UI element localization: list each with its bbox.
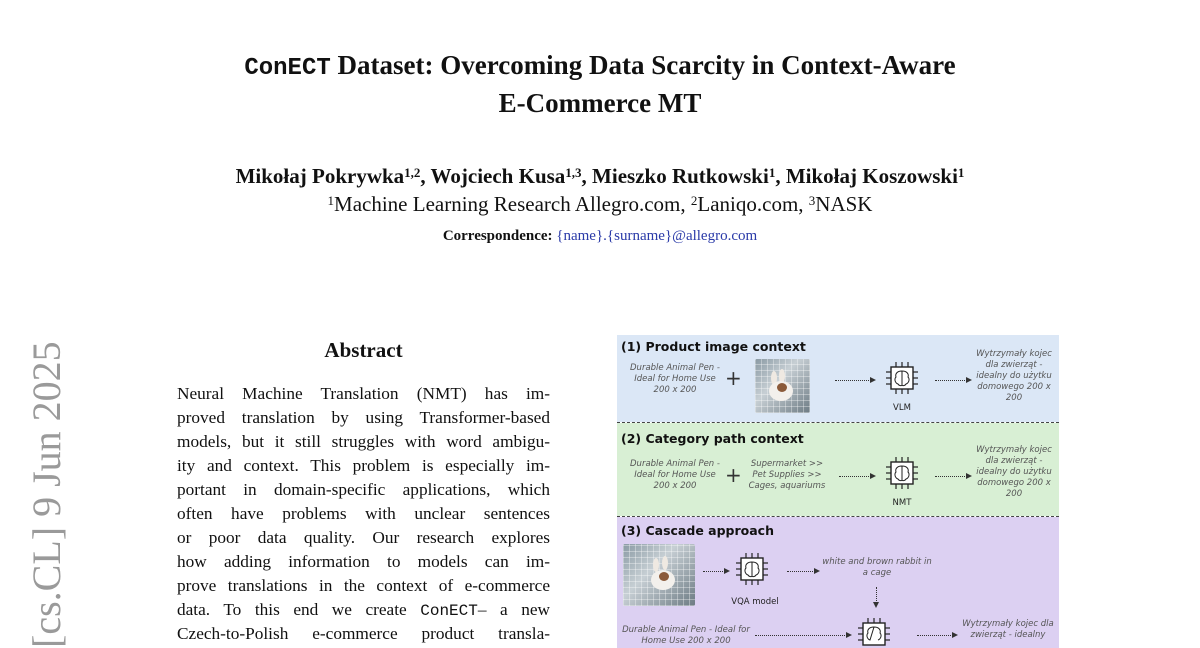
affiliations: $^1$Machine Learning Research Allegro.com, $^2$Laniqo.com, $^3$NASK (327, 192, 873, 216)
author: Wojciech Kusa$^{1,3}$, (430, 164, 593, 188)
abstract-line: data. To this end we create ConECT– a new (177, 600, 550, 620)
panel-3-title: (3) Cascade approach (621, 523, 774, 538)
arxiv-stamp: [cs.CL] 9 Jun 2025 (24, 341, 69, 648)
correspondence-email-link[interactable]: {name}.{surname}@allegro.com (556, 228, 758, 244)
panel-2-output-text: Wytrzymały kojec dla zwierząt - idealny do użytku domowego 200 x 200 (976, 445, 1052, 499)
panel-3-output-text: Wytrzymały kojec dla zwierząt - idealny (962, 619, 1054, 640)
arrow-icon (755, 635, 847, 636)
panel-1-model-label: VLM (893, 403, 911, 413)
paper-title (150, 48, 1050, 120)
arrow-icon (787, 571, 815, 572)
brain-chip-icon (885, 456, 919, 490)
arrow-icon (935, 476, 967, 477)
abstract-heading: Abstract (324, 338, 403, 362)
plus-icon: + (725, 463, 742, 487)
brain-chip-icon (735, 552, 769, 586)
arrow-icon (917, 635, 953, 636)
arrow-icon (935, 380, 967, 381)
title-line-2: E-Commerce MT (498, 88, 702, 118)
panel-3-caption-text: white and brown rabbit in a cage (822, 557, 932, 578)
abstract-line: how adding information to models can im- (177, 552, 550, 571)
abstract-line: Czech-to-Polish e-commerce product transla- (177, 624, 550, 643)
panel-1-title: (1) Product image context (621, 339, 806, 354)
arrow-down-icon (876, 587, 877, 603)
plus-icon: + (725, 366, 742, 390)
arrow-icon (839, 476, 871, 477)
method-figure (617, 335, 1059, 648)
panel-1-source-text: Durable Animal Pen - Ideal for Home Use 200 x 200 (630, 363, 720, 395)
title-line-1-text: Dataset: Overcoming Data Scarcity in Context-Aware (330, 50, 956, 80)
panel-2-source-text: Durable Animal Pen - Ideal for Home Use 200 x 200 (630, 459, 720, 491)
panel-1-output-text: Wytrzymały kojec dla zwierząt - idealny do użytku domowego 200 x 200 (976, 349, 1052, 403)
rabbit-photo-image (623, 544, 695, 606)
abstract-line: proved translation by using Transformer-based (177, 408, 550, 427)
abstract-line: models, but it still struggles with word ambigu- (177, 432, 550, 451)
panel-3-source-text: Durable Animal Pen - Ideal for Home Use 200 x 200 (622, 625, 750, 646)
panel-2-category-text: Supermarket >> Pet Supplies >> Cages, aquariums (748, 459, 826, 491)
correspondence (100, 226, 1100, 246)
author: Mikołaj Pokrywka$^{1,2}$, (235, 164, 431, 188)
brain-chip-icon (857, 617, 891, 648)
abstract-line: or poor data quality. Our research explores (177, 528, 550, 547)
abstract-line: ity and context. This problem is especially im- (177, 456, 550, 475)
panel-3-model-label: VQA model (731, 597, 779, 607)
panel-2-title: (2) Category path context (621, 431, 804, 446)
arrow-icon (703, 571, 725, 572)
rabbit-photo-image (755, 359, 810, 413)
author-list (100, 162, 1100, 190)
correspondence-label: Correspondence: (442, 228, 553, 244)
brain-chip-icon (885, 361, 919, 395)
abstract-line: Neural Machine Translation (NMT) has im- (177, 384, 550, 403)
abstract-line: often have problems with unclear sentences (177, 504, 550, 523)
title-dataset-name: ConECT (244, 55, 331, 82)
arrow-icon (835, 380, 871, 381)
panel-2-model-label: NMT (892, 498, 912, 508)
abstract-line: portant in domain-specific applications, which (177, 480, 550, 499)
author: Mieszko Rutkowski$^1$, (592, 164, 786, 188)
author: Mikołaj Koszowski$^1$ (785, 164, 965, 188)
abstract-line: prove translations in the context of e-commerce (177, 576, 550, 595)
title-line-1 (150, 48, 1050, 86)
